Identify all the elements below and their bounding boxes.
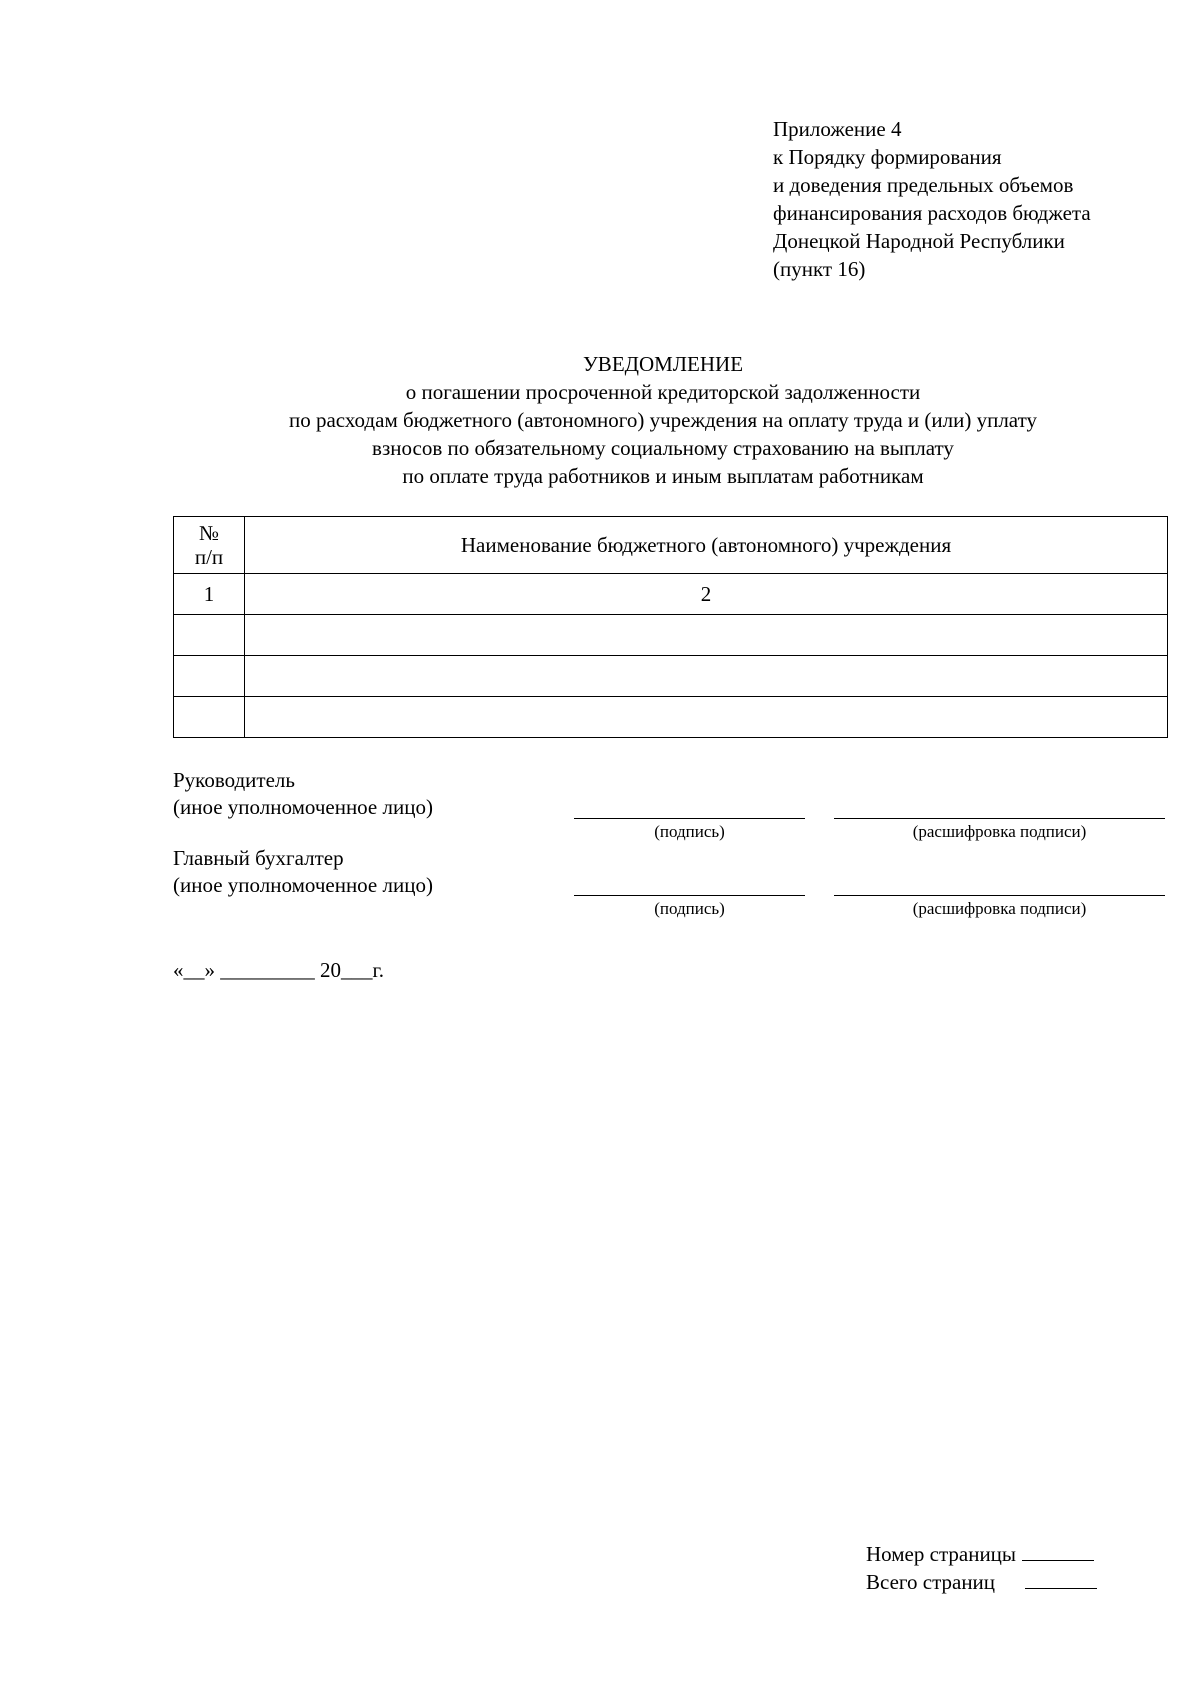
page-number-label: Номер страницы xyxy=(866,1542,1017,1566)
accountant-label-block xyxy=(173,845,433,899)
column-header-name: Наименование бюджетного (автономного) учреждения xyxy=(245,517,1168,574)
annex-block xyxy=(773,115,1091,283)
annex-line: финансирования расходов бюджета xyxy=(773,201,1091,225)
column-header-number xyxy=(174,517,245,574)
signature-caption: (подпись) xyxy=(654,899,725,918)
head-signature-line[interactable] xyxy=(574,818,805,819)
table-row xyxy=(174,697,1168,738)
table-cell[interactable] xyxy=(245,697,1168,738)
page-number-field[interactable] xyxy=(1022,1542,1094,1561)
table-cell[interactable] xyxy=(174,697,245,738)
date-line[interactable]: «__» _________ 20___г. xyxy=(173,958,384,982)
annex-line: (пункт 16) xyxy=(773,257,866,281)
table-cell[interactable] xyxy=(174,656,245,697)
annex-line: Донецкой Народной Республики xyxy=(773,229,1065,253)
head-subtitle: (иное уполномоченное лицо) xyxy=(173,795,433,819)
head-decryption-line[interactable] xyxy=(834,818,1165,819)
table-cell[interactable] xyxy=(245,615,1168,656)
page-count-block xyxy=(866,1540,1097,1596)
signature-caption: (подпись) xyxy=(654,822,725,841)
column-index: 2 xyxy=(245,574,1168,615)
subtitle-line: по расходам бюджетного (автономного) учреждения на оплату труда и (или) уплату xyxy=(288,408,1037,432)
accountant-decryption-line[interactable] xyxy=(834,895,1165,896)
accountant-signature-line[interactable] xyxy=(574,895,805,896)
total-pages-row xyxy=(866,1568,1097,1596)
table-row xyxy=(174,615,1168,656)
table-cell[interactable] xyxy=(174,615,245,656)
total-pages-label: Всего страниц xyxy=(866,1570,996,1594)
subtitle-line: по оплате труда работников и иным выплатам работникам xyxy=(402,464,924,488)
page-number-row xyxy=(866,1540,1097,1568)
column-index: 1 xyxy=(174,574,245,615)
subtitle-line: взносов по обязательному социальному страхованию на выплату xyxy=(372,436,954,460)
total-pages-field[interactable] xyxy=(1025,1570,1097,1589)
subtitle-line: о погашении просроченной кредиторской задолженности xyxy=(405,380,921,404)
annex-line: и доведения предельных объемов xyxy=(773,173,1074,197)
document-title: УВЕДОМЛЕНИЕ xyxy=(582,352,744,376)
table-cell[interactable] xyxy=(245,656,1168,697)
head-title: Руководитель xyxy=(173,768,295,792)
decryption-caption: (расшифровка подписи) xyxy=(912,899,1087,918)
head-label-block xyxy=(173,767,433,821)
document-header xyxy=(0,350,1200,490)
annex-line: к Порядку формирования xyxy=(773,145,1002,169)
number-sign: № xyxy=(198,521,220,545)
institutions-table xyxy=(173,516,1168,738)
number-abbrev: п/п xyxy=(194,545,224,569)
column-index-row xyxy=(174,574,1168,615)
table-row xyxy=(174,656,1168,697)
accountant-subtitle: (иное уполномоченное лицо) xyxy=(173,873,433,897)
annex-line: Приложение 4 xyxy=(773,117,902,141)
decryption-caption: (расшифровка подписи) xyxy=(912,822,1087,841)
accountant-title: Главный бухгалтер xyxy=(173,846,344,870)
table-header-row xyxy=(174,517,1168,574)
